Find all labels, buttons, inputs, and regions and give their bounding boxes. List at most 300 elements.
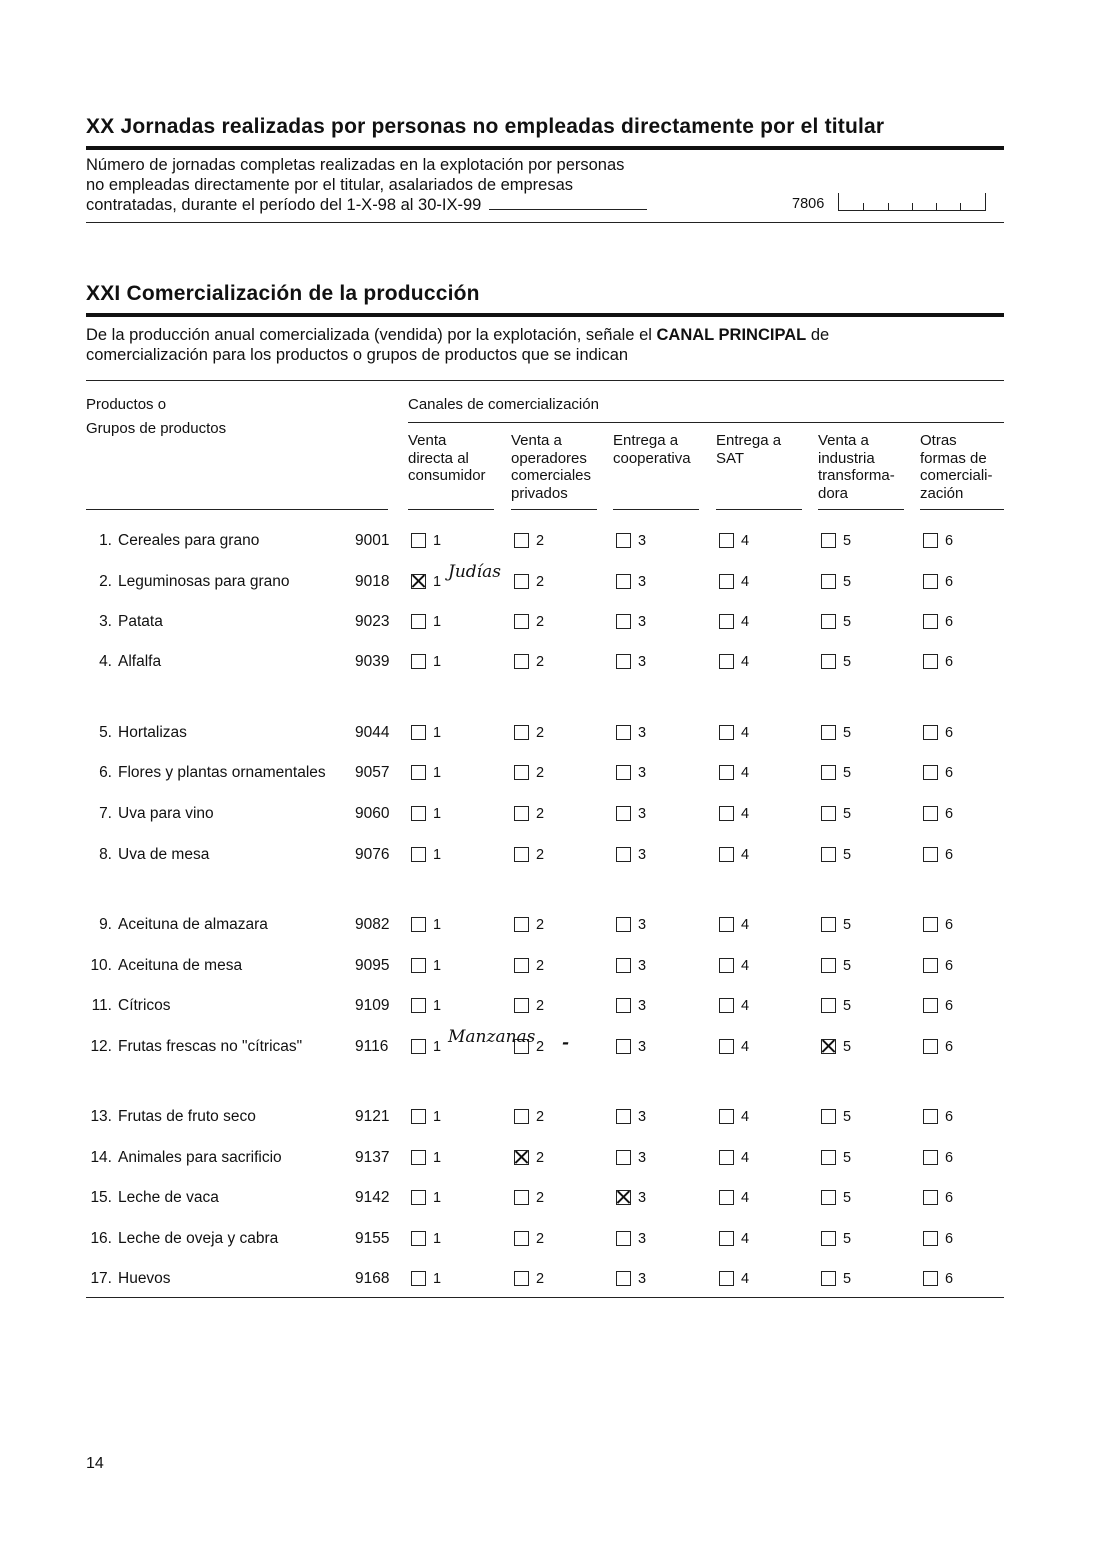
channel-checkbox[interactable] bbox=[411, 806, 426, 821]
channel-header-2 bbox=[511, 432, 591, 502]
channel-checkbox[interactable] bbox=[821, 958, 836, 973]
checkbox-option-number: 5 bbox=[843, 1150, 852, 1166]
checkbox-option-number: 4 bbox=[741, 1109, 750, 1125]
product-name: Flores y plantas ornamentales bbox=[118, 764, 326, 781]
header-channels: Canales de comercialización bbox=[408, 396, 599, 413]
channel-checkbox[interactable] bbox=[719, 654, 734, 669]
checkbox-option-number: 1 bbox=[433, 847, 442, 863]
channel-checkbox[interactable] bbox=[719, 725, 734, 740]
checkbox-option-number: 5 bbox=[843, 958, 852, 974]
channel-checkbox[interactable] bbox=[616, 998, 631, 1013]
channel-header-6 bbox=[920, 432, 993, 502]
channel-checkbox[interactable] bbox=[719, 1039, 734, 1054]
checkbox-option-number: 1 bbox=[433, 614, 442, 630]
channel-header-line: Venta bbox=[408, 432, 447, 449]
channel-checkbox[interactable] bbox=[719, 958, 734, 973]
channel-column-rule bbox=[716, 509, 802, 510]
checkbox-option-number: 1 bbox=[433, 654, 442, 670]
channel-checkbox[interactable] bbox=[514, 806, 529, 821]
checkbox-option-number: 6 bbox=[945, 533, 954, 549]
checkbox-option-number: 2 bbox=[536, 806, 545, 822]
intro-bold-text: CANAL PRINCIPAL bbox=[656, 326, 807, 344]
channel-checkbox[interactable] bbox=[616, 533, 631, 548]
checkbox-option-number: 4 bbox=[741, 614, 750, 630]
checkbox-option-number: 5 bbox=[843, 1231, 852, 1247]
checkbox-option-number: 4 bbox=[741, 847, 750, 863]
checkbox-option-number: 1 bbox=[433, 806, 442, 822]
channel-checkbox[interactable] bbox=[616, 847, 631, 862]
channel-column-rule bbox=[613, 509, 699, 510]
product-number: 7. bbox=[99, 805, 112, 822]
channel-checkbox[interactable] bbox=[923, 998, 938, 1013]
channel-checkbox[interactable] bbox=[821, 614, 836, 629]
checkbox-option-number: 5 bbox=[843, 1271, 852, 1287]
channel-checkbox[interactable] bbox=[616, 1271, 631, 1286]
channel-checkbox[interactable] bbox=[821, 1231, 836, 1246]
channel-checkbox[interactable] bbox=[923, 847, 938, 862]
checkbox-option-number: 5 bbox=[843, 998, 852, 1014]
channel-column-rule bbox=[818, 509, 904, 510]
checkbox-option-number: 6 bbox=[945, 1231, 954, 1247]
product-code: 9039 bbox=[355, 653, 390, 670]
channel-checkbox[interactable] bbox=[616, 1039, 631, 1054]
checkbox-option-number: 2 bbox=[536, 533, 545, 549]
header-products-line-2: Grupos de productos bbox=[86, 419, 227, 437]
checkbox-option-number: 5 bbox=[843, 614, 852, 630]
channel-header-line: Venta a bbox=[511, 432, 562, 449]
product-code: 9060 bbox=[355, 805, 390, 822]
checkbox-option-number: 6 bbox=[945, 725, 954, 741]
channel-checkbox[interactable] bbox=[411, 998, 426, 1013]
entry-tick bbox=[912, 203, 913, 211]
channel-checkbox[interactable] bbox=[616, 1150, 631, 1165]
checkbox-option-number: 3 bbox=[638, 958, 647, 974]
handwritten-note: Manzanas bbox=[448, 1027, 536, 1047]
channel-checkbox[interactable] bbox=[719, 574, 734, 589]
checkbox-option-number: 3 bbox=[638, 1039, 647, 1055]
channel-checkbox[interactable] bbox=[616, 654, 631, 669]
checkbox-option-number: 6 bbox=[945, 765, 954, 781]
channel-checkbox[interactable] bbox=[821, 1039, 836, 1054]
checkbox-option-number: 1 bbox=[433, 725, 442, 741]
channel-header-3 bbox=[613, 432, 691, 467]
channel-checkbox[interactable] bbox=[923, 574, 938, 589]
product-number: 3. bbox=[99, 613, 112, 630]
header-products-line-1: Productos o bbox=[86, 396, 167, 413]
product-code: 9137 bbox=[355, 1149, 390, 1166]
channel-checkbox[interactable] bbox=[719, 847, 734, 862]
channel-checkbox[interactable] bbox=[411, 614, 426, 629]
channel-checkbox[interactable] bbox=[616, 1109, 631, 1124]
checkbox-option-number: 6 bbox=[945, 958, 954, 974]
checkbox-option-number: 3 bbox=[638, 765, 647, 781]
checkbox-option-number: 2 bbox=[536, 1109, 545, 1125]
channel-checkbox[interactable] bbox=[821, 1109, 836, 1124]
checkbox-option-number: 3 bbox=[638, 917, 647, 933]
channel-checkbox[interactable] bbox=[514, 1190, 529, 1205]
channel-checkbox[interactable] bbox=[411, 1039, 426, 1054]
checkbox-option-number: 6 bbox=[945, 806, 954, 822]
handwritten-dash: - bbox=[562, 1033, 570, 1053]
channel-checkbox[interactable] bbox=[923, 1039, 938, 1054]
section-xxi-intro-line-1 bbox=[86, 325, 829, 345]
channel-checkbox[interactable] bbox=[719, 1231, 734, 1246]
channel-header-line: comerciales bbox=[511, 467, 592, 484]
checkbox-option-number: 6 bbox=[945, 614, 954, 630]
channel-column-rule bbox=[511, 509, 597, 510]
channel-header-line: cooperativa bbox=[613, 449, 691, 467]
product-number: 2. bbox=[99, 573, 112, 590]
section-xxi-rule bbox=[86, 313, 1004, 317]
channel-header-1 bbox=[408, 432, 486, 485]
product-number: 11. bbox=[91, 997, 112, 1014]
channel-checkbox[interactable] bbox=[719, 765, 734, 780]
checkbox-option-number: 2 bbox=[536, 654, 545, 670]
product-code: 9095 bbox=[355, 957, 390, 974]
section-xxi-intro bbox=[86, 325, 829, 365]
checkbox-option-number: 6 bbox=[945, 917, 954, 933]
channel-checkbox[interactable] bbox=[821, 998, 836, 1013]
checkbox-option-number: 4 bbox=[741, 725, 750, 741]
channel-checkbox[interactable] bbox=[411, 1231, 426, 1246]
checkbox-option-number: 6 bbox=[945, 1109, 954, 1125]
channel-checkbox[interactable] bbox=[616, 614, 631, 629]
checkbox-option-number: 1 bbox=[433, 1109, 442, 1125]
channel-checkbox[interactable] bbox=[719, 806, 734, 821]
checkbox-option-number: 4 bbox=[741, 533, 750, 549]
entry-tick bbox=[936, 203, 937, 211]
product-number: 6. bbox=[99, 764, 112, 781]
channel-checkbox[interactable] bbox=[411, 574, 426, 589]
checkbox-option-number: 5 bbox=[843, 725, 852, 741]
intro-text-a: De la producción anual comercializada (vendida) por la explotación, señale el bbox=[86, 326, 657, 344]
channel-checkbox[interactable] bbox=[411, 1271, 426, 1286]
section-xx-leader bbox=[489, 209, 647, 210]
product-name: Alfalfa bbox=[118, 653, 162, 670]
channel-checkbox[interactable] bbox=[411, 654, 426, 669]
channel-checkbox[interactable] bbox=[616, 958, 631, 973]
channel-checkbox[interactable] bbox=[514, 533, 529, 548]
channel-checkbox[interactable] bbox=[719, 917, 734, 932]
checkbox-option-number: 6 bbox=[945, 1150, 954, 1166]
channel-header-5 bbox=[818, 432, 895, 502]
checkbox-option-number: 4 bbox=[741, 1190, 750, 1206]
channel-checkbox[interactable] bbox=[719, 998, 734, 1013]
checkbox-option-number: 5 bbox=[843, 1190, 852, 1206]
channel-checkbox[interactable] bbox=[923, 1271, 938, 1286]
checkbox-option-number: 5 bbox=[843, 654, 852, 670]
checkbox-option-number: 3 bbox=[638, 1109, 647, 1125]
checkbox-option-number: 3 bbox=[638, 806, 647, 822]
checkbox-option-number: 5 bbox=[843, 765, 852, 781]
intro-text-b: de bbox=[806, 326, 830, 344]
channel-checkbox[interactable] bbox=[616, 1231, 631, 1246]
checkbox-option-number: 2 bbox=[536, 1190, 545, 1206]
channel-checkbox[interactable] bbox=[719, 614, 734, 629]
channel-checkbox[interactable] bbox=[821, 574, 836, 589]
product-code: 9001 bbox=[355, 532, 390, 549]
channel-checkbox[interactable] bbox=[514, 958, 529, 973]
checkbox-option-number: 1 bbox=[433, 1271, 442, 1287]
product-number: 8. bbox=[99, 846, 112, 863]
channel-header-line: Entrega a bbox=[716, 432, 782, 449]
product-name: Hortalizas bbox=[118, 724, 187, 741]
section-xx-code: 7806 bbox=[792, 196, 825, 212]
channel-checkbox[interactable] bbox=[411, 917, 426, 932]
checkbox-option-number: 5 bbox=[843, 847, 852, 863]
channel-checkbox[interactable] bbox=[514, 917, 529, 932]
checkbox-option-number: 4 bbox=[741, 806, 750, 822]
checkbox-option-number: 4 bbox=[741, 1150, 750, 1166]
channel-checkbox[interactable] bbox=[514, 1271, 529, 1286]
channel-checkbox[interactable] bbox=[616, 574, 631, 589]
channel-column-rule bbox=[920, 509, 1004, 510]
product-code: 9044 bbox=[355, 724, 390, 741]
table-top-rule bbox=[86, 380, 1004, 381]
checkbox-option-number: 4 bbox=[741, 1039, 750, 1055]
checkbox-option-number: 6 bbox=[945, 1271, 954, 1287]
channel-header-line: Otras bbox=[920, 432, 957, 449]
product-name: Animales para sacrificio bbox=[118, 1149, 282, 1166]
page-number: 14 bbox=[86, 1455, 104, 1472]
product-code: 9155 bbox=[355, 1230, 390, 1247]
channel-checkbox[interactable] bbox=[719, 1109, 734, 1124]
channel-checkbox[interactable] bbox=[514, 654, 529, 669]
header-channels-rule bbox=[408, 422, 1004, 423]
product-name: Frutas frescas no "cítricas" bbox=[118, 1038, 303, 1055]
channel-checkbox[interactable] bbox=[514, 998, 529, 1013]
channel-checkbox[interactable] bbox=[514, 1231, 529, 1246]
channel-checkbox[interactable] bbox=[411, 958, 426, 973]
channel-checkbox[interactable] bbox=[923, 1109, 938, 1124]
checkbox-option-number: 2 bbox=[536, 1039, 545, 1055]
checkbox-option-number: 2 bbox=[536, 1231, 545, 1247]
channel-checkbox[interactable] bbox=[821, 847, 836, 862]
checkbox-option-number: 4 bbox=[741, 1271, 750, 1287]
section-xx-description bbox=[86, 155, 647, 215]
product-name: Huevos bbox=[118, 1270, 171, 1287]
channel-checkbox[interactable] bbox=[923, 806, 938, 821]
channel-header-line: zación bbox=[920, 484, 964, 502]
handwritten-note: Judías bbox=[448, 562, 501, 582]
checkbox-option-number: 6 bbox=[945, 998, 954, 1014]
product-code: 9142 bbox=[355, 1189, 390, 1206]
checkbox-option-number: 2 bbox=[536, 725, 545, 741]
product-name: Cítricos bbox=[118, 997, 171, 1014]
channel-checkbox[interactable] bbox=[923, 614, 938, 629]
checkbox-option-number: 6 bbox=[945, 847, 954, 863]
checkbox-option-number: 6 bbox=[945, 1039, 954, 1055]
checkbox-option-number: 1 bbox=[433, 1150, 442, 1166]
product-number: 12. bbox=[90, 1038, 112, 1055]
channel-header-line: SAT bbox=[716, 449, 745, 467]
product-name: Uva de mesa bbox=[118, 846, 210, 863]
checkbox-option-number: 4 bbox=[741, 917, 750, 933]
product-code: 9109 bbox=[355, 997, 390, 1014]
checkbox-option-number: 1 bbox=[433, 917, 442, 933]
channel-checkbox[interactable] bbox=[411, 1150, 426, 1165]
channel-checkbox[interactable] bbox=[514, 765, 529, 780]
entry-tick bbox=[985, 193, 986, 211]
channel-checkbox[interactable] bbox=[719, 533, 734, 548]
checkbox-option-number: 1 bbox=[433, 1190, 442, 1206]
product-number: 15. bbox=[90, 1189, 112, 1206]
checkbox-option-number: 5 bbox=[843, 574, 852, 590]
channel-checkbox[interactable] bbox=[616, 806, 631, 821]
channel-checkbox[interactable] bbox=[411, 725, 426, 740]
product-code: 9018 bbox=[355, 573, 390, 590]
channel-checkbox[interactable] bbox=[411, 847, 426, 862]
checkbox-option-number: 2 bbox=[536, 958, 545, 974]
product-name: Cereales para grano bbox=[118, 532, 260, 549]
channel-header-4 bbox=[716, 432, 781, 467]
checkbox-option-number: 5 bbox=[843, 806, 852, 822]
channel-checkbox[interactable] bbox=[923, 958, 938, 973]
checkbox-option-number: 1 bbox=[433, 533, 442, 549]
checkbox-option-number: 3 bbox=[638, 574, 647, 590]
channel-header-line: dora bbox=[818, 484, 849, 502]
product-number: 10. bbox=[90, 957, 112, 974]
channel-checkbox[interactable] bbox=[719, 1150, 734, 1165]
channel-checkbox[interactable] bbox=[821, 1271, 836, 1286]
channel-column-rule bbox=[408, 509, 494, 510]
checkbox-option-number: 6 bbox=[945, 574, 954, 590]
product-name: Patata bbox=[118, 613, 163, 630]
channel-checkbox[interactable] bbox=[821, 765, 836, 780]
checkbox-option-number: 3 bbox=[638, 847, 647, 863]
checkbox-option-number: 3 bbox=[638, 1190, 647, 1206]
channel-checkbox[interactable] bbox=[821, 1190, 836, 1205]
channel-checkbox[interactable] bbox=[923, 917, 938, 932]
products-column-rule bbox=[86, 509, 388, 510]
channel-checkbox[interactable] bbox=[514, 725, 529, 740]
channel-header-line: transforma- bbox=[818, 467, 895, 484]
checkbox-option-number: 3 bbox=[638, 725, 647, 741]
channel-header-line: industria bbox=[818, 449, 875, 467]
section-xx-rule bbox=[86, 146, 1004, 150]
checkbox-option-number: 3 bbox=[638, 1271, 647, 1287]
channel-checkbox[interactable] bbox=[821, 533, 836, 548]
channel-checkbox[interactable] bbox=[923, 725, 938, 740]
channel-checkbox[interactable] bbox=[821, 806, 836, 821]
checkbox-option-number: 4 bbox=[741, 958, 750, 974]
channel-checkbox[interactable] bbox=[719, 1271, 734, 1286]
channel-header-line: consumidor bbox=[408, 467, 486, 484]
product-code: 9121 bbox=[355, 1108, 390, 1125]
channel-checkbox[interactable] bbox=[616, 725, 631, 740]
product-number: 1. bbox=[99, 532, 112, 549]
checkbox-option-number: 2 bbox=[536, 614, 545, 630]
product-number: 4. bbox=[99, 653, 112, 670]
channel-header-line: Entrega a bbox=[613, 432, 679, 449]
checkbox-option-number: 2 bbox=[536, 1271, 545, 1287]
product-number: 16. bbox=[90, 1230, 112, 1247]
section-xx-line-2: no empleadas directamente por el titular, asalariados de empresas bbox=[86, 176, 574, 194]
channel-checkbox[interactable] bbox=[821, 917, 836, 932]
channel-checkbox[interactable] bbox=[923, 765, 938, 780]
checkbox-option-number: 6 bbox=[945, 1190, 954, 1206]
checkbox-option-number: 6 bbox=[945, 654, 954, 670]
checkbox-option-number: 1 bbox=[433, 998, 442, 1014]
header-products bbox=[86, 396, 226, 437]
channel-checkbox[interactable] bbox=[719, 1190, 734, 1205]
checkbox-option-number: 2 bbox=[536, 574, 545, 590]
section-xx-bottom-rule bbox=[86, 222, 1004, 223]
channel-checkbox[interactable] bbox=[821, 654, 836, 669]
checkbox-option-number: 1 bbox=[433, 1231, 442, 1247]
channel-checkbox[interactable] bbox=[923, 533, 938, 548]
channel-checkbox[interactable] bbox=[411, 1109, 426, 1124]
channel-checkbox[interactable] bbox=[923, 1231, 938, 1246]
checkbox-option-number: 4 bbox=[741, 998, 750, 1014]
product-code: 9076 bbox=[355, 846, 390, 863]
channel-checkbox[interactable] bbox=[616, 765, 631, 780]
checkbox-option-number: 4 bbox=[741, 765, 750, 781]
checkbox-option-number: 5 bbox=[843, 1109, 852, 1125]
product-number: 14. bbox=[90, 1149, 112, 1166]
channel-checkbox[interactable] bbox=[514, 614, 529, 629]
channel-checkbox[interactable] bbox=[821, 725, 836, 740]
channel-checkbox[interactable] bbox=[514, 1150, 529, 1165]
channel-header-line: formas de bbox=[920, 449, 987, 467]
channel-header-line: operadores bbox=[511, 449, 587, 467]
channel-checkbox[interactable] bbox=[616, 1190, 631, 1205]
channel-checkbox[interactable] bbox=[923, 1150, 938, 1165]
checkbox-option-number: 5 bbox=[843, 917, 852, 933]
product-name: Leche de oveja y cabra bbox=[118, 1230, 279, 1247]
entry-tick bbox=[960, 203, 961, 211]
product-name: Aceituna de almazara bbox=[118, 916, 268, 933]
channel-checkbox[interactable] bbox=[411, 533, 426, 548]
checkbox-option-number: 1 bbox=[433, 574, 442, 590]
channel-checkbox[interactable] bbox=[616, 917, 631, 932]
checkbox-option-number: 2 bbox=[536, 998, 545, 1014]
workdays-entry-field[interactable] bbox=[838, 193, 986, 211]
channel-header-line: privados bbox=[511, 484, 568, 502]
checkbox-option-number: 5 bbox=[843, 1039, 852, 1055]
product-name: Leguminosas para grano bbox=[118, 573, 290, 590]
section-xx-title: XX Jornadas realizadas por personas no empleadas directamente por el titular bbox=[86, 115, 885, 138]
product-name: Uva para vino bbox=[118, 805, 214, 822]
channel-checkbox[interactable] bbox=[514, 1109, 529, 1124]
channel-checkbox[interactable] bbox=[514, 574, 529, 589]
product-name: Frutas de fruto seco bbox=[118, 1108, 256, 1125]
checkbox-option-number: 3 bbox=[638, 654, 647, 670]
checkbox-option-number: 3 bbox=[638, 533, 647, 549]
checkbox-option-number: 1 bbox=[433, 765, 442, 781]
checkbox-option-number: 3 bbox=[638, 998, 647, 1014]
channel-header-line: Venta a bbox=[818, 432, 869, 449]
checkbox-option-number: 3 bbox=[638, 614, 647, 630]
section-xx-line-1: Número de jornadas completas realizadas en la explotación por personas bbox=[86, 156, 625, 174]
product-number: 17. bbox=[90, 1270, 112, 1287]
channel-checkbox[interactable] bbox=[411, 765, 426, 780]
section-xx-line-3-row bbox=[86, 195, 647, 215]
checkbox-option-number: 3 bbox=[638, 1150, 647, 1166]
channel-checkbox[interactable] bbox=[821, 1150, 836, 1165]
product-code: 9116 bbox=[355, 1038, 389, 1055]
channel-checkbox[interactable] bbox=[923, 654, 938, 669]
channel-checkbox[interactable] bbox=[923, 1190, 938, 1205]
checkbox-option-number: 4 bbox=[741, 1231, 750, 1247]
product-name: Aceituna de mesa bbox=[118, 957, 243, 974]
product-code: 9057 bbox=[355, 764, 390, 781]
entry-tick bbox=[838, 193, 839, 211]
channel-checkbox[interactable] bbox=[411, 1190, 426, 1205]
channel-checkbox[interactable] bbox=[514, 847, 529, 862]
checkbox-option-number: 2 bbox=[536, 917, 545, 933]
entry-tick bbox=[888, 203, 889, 211]
